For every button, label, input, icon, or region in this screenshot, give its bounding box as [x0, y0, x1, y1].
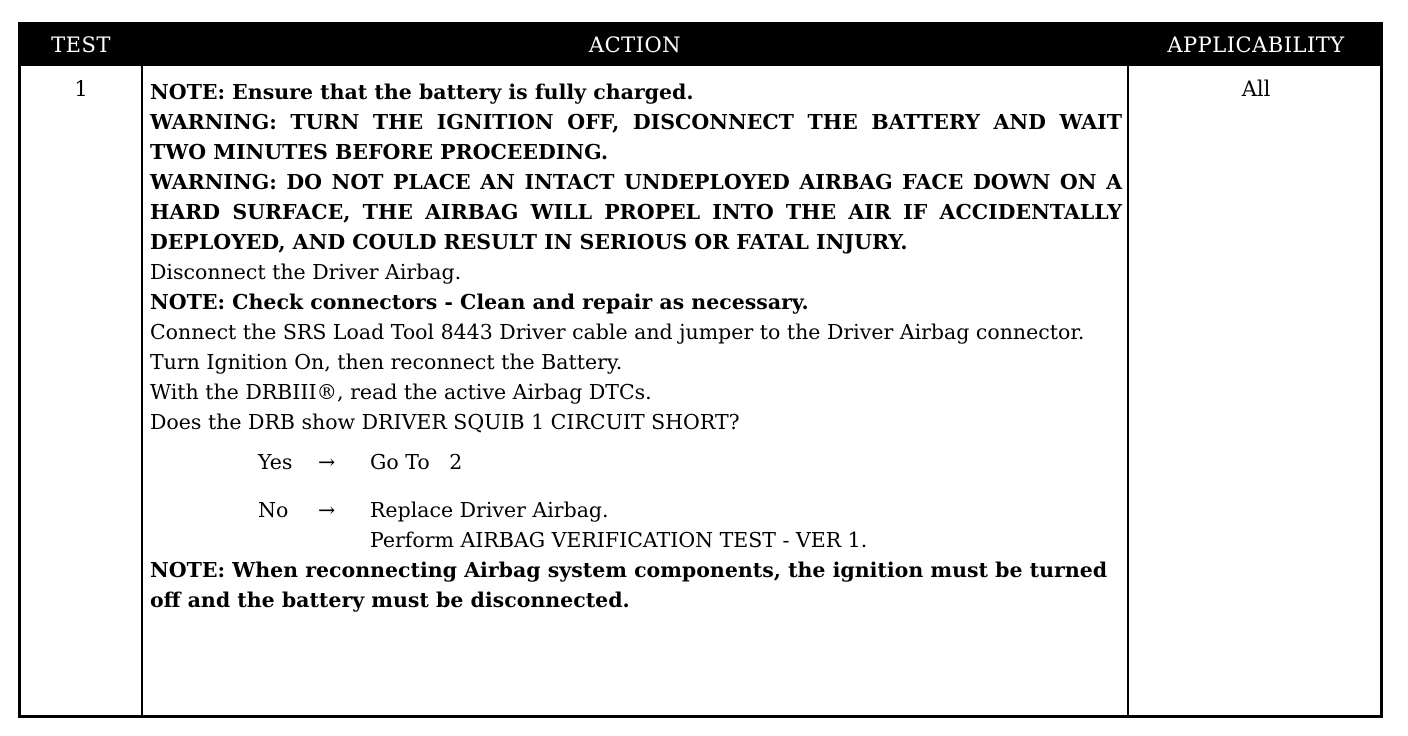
yes-label: Yes — [258, 450, 293, 474]
test-number: 1 — [74, 77, 88, 101]
column-divider — [1127, 66, 1129, 715]
no-label: No — [258, 498, 289, 522]
step-read-dtcs: With the DRBIII®, read the active Airbag DTCs. — [150, 380, 652, 404]
no-branch — [150, 495, 1122, 555]
test-question: Does the DRB show DRIVER SQUIB 1 CIRCUIT SHORT? — [150, 410, 740, 434]
yes-result: Go To 2 — [370, 450, 463, 474]
note-battery-charged: NOTE: Ensure that the battery is fully charged. — [150, 80, 694, 104]
right-arrow-icon: → — [318, 450, 336, 474]
step-ignition-on: Turn Ignition On, then reconnect the Battery. — [150, 350, 623, 374]
warning-ignition-off: WARNING: TURN THE IGNITION OFF, DISCONNECT THE BATTERY AND WAIT TWO MINUTES BEFORE PROCEEDING. — [150, 110, 1122, 164]
no-result-line1: Replace Driver Airbag. — [370, 498, 609, 522]
yes-branch — [150, 447, 1122, 477]
action-cell — [150, 77, 1122, 615]
header-action: ACTION — [588, 33, 682, 57]
diagnostic-test-table — [18, 22, 1383, 718]
note-reconnecting-airbag: NOTE: When reconnecting Airbag system components, the ignition must be turned off and the battery must be disconnected. — [150, 558, 1108, 612]
table-header-row — [21, 25, 1380, 66]
note-check-connectors: NOTE: Check connectors - Clean and repair as necessary. — [150, 290, 809, 314]
right-arrow-icon: → — [318, 498, 336, 522]
applicability-value: All — [1241, 77, 1271, 101]
no-result-line2: Perform AIRBAG VERIFICATION TEST - VER 1. — [370, 528, 868, 552]
step-connect-load-tool: Connect the SRS Load Tool 8443 Driver cable and jumper to the Driver Airbag connector. — [150, 320, 1085, 344]
no-result — [370, 495, 867, 555]
warning-airbag-placement: WARNING: DO NOT PLACE AN INTACT UNDEPLOYED AIRBAG FACE DOWN ON A HARD SURFACE, THE AIRBAG WILL PROPEL INTO THE AIR IF ACCIDENTALLY DEPLOYED, AND COULD RESULT IN SERIOUS OR FATAL INJURY. — [150, 170, 1122, 254]
column-divider — [141, 66, 143, 715]
header-test: TEST — [51, 33, 111, 57]
header-applicability: APPLICABILITY — [1167, 33, 1345, 57]
step-disconnect-airbag: Disconnect the Driver Airbag. — [150, 260, 462, 284]
